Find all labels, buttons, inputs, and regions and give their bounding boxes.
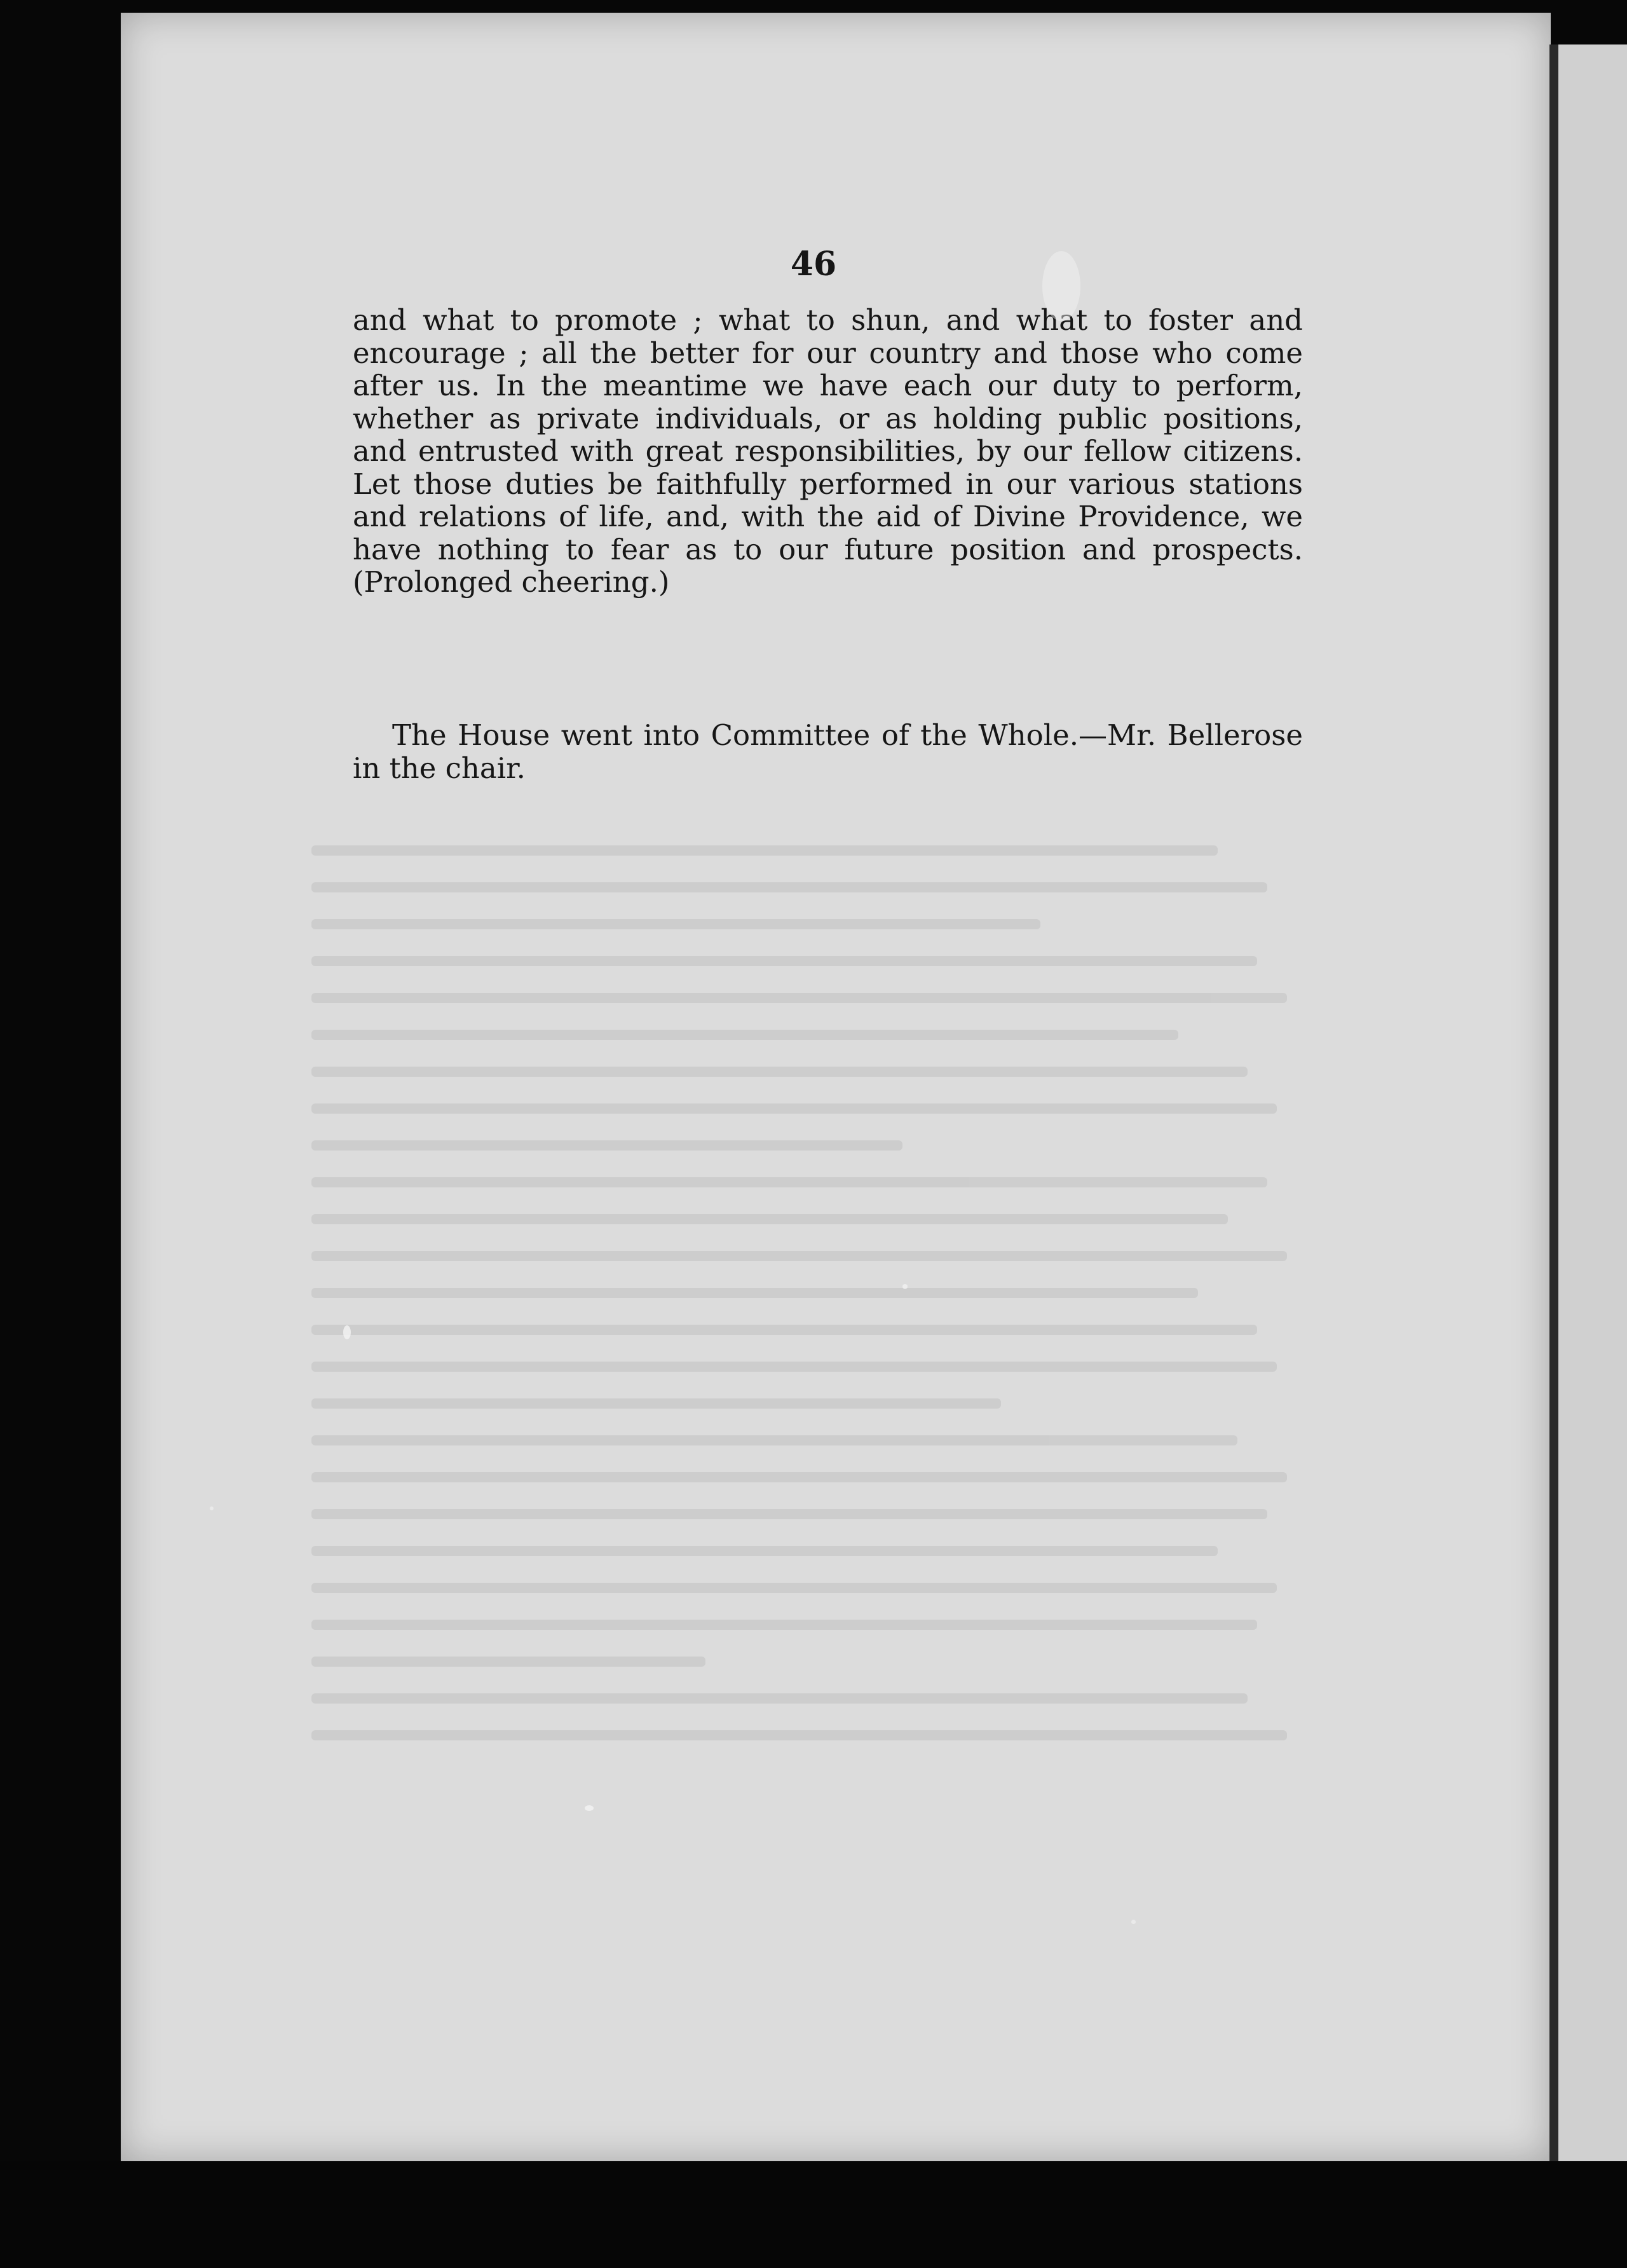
scan-speck <box>210 1506 214 1510</box>
committee-paragraph-block <box>353 719 1303 784</box>
show-through-text <box>311 845 1297 1799</box>
scan-speck <box>585 1805 594 1811</box>
binding-edge <box>1549 44 1558 2161</box>
facing-page-strip <box>1558 44 1627 2161</box>
scan-border <box>0 2161 1627 2268</box>
body-paragraph-block <box>353 304 1303 599</box>
scan-speck <box>902 1284 908 1289</box>
committee-paragraph: The House went into Committee of the Whole.—Mr. Bellerose in the chair. <box>353 718 1303 785</box>
page-number: 46 <box>790 245 837 284</box>
body-paragraph: and what to promote ; what to shun, and what to foster and encourage ; all the better for our country and those who come after us. In the meantime we have each our duty to perform, whether as private individuals, or as holding public positions, and entrusted with great responsibilities, by our fellow citizens. Let those duties be faithfully performed in our various stations and relations of life, and, with the aid of Divine Providence, we have nothing to fear as to our future position and prospects. (Prolonged cheering.) <box>353 303 1303 599</box>
scan-speck <box>343 1325 351 1339</box>
scan-speck <box>1131 1920 1136 1924</box>
scan-speck <box>1042 251 1080 321</box>
